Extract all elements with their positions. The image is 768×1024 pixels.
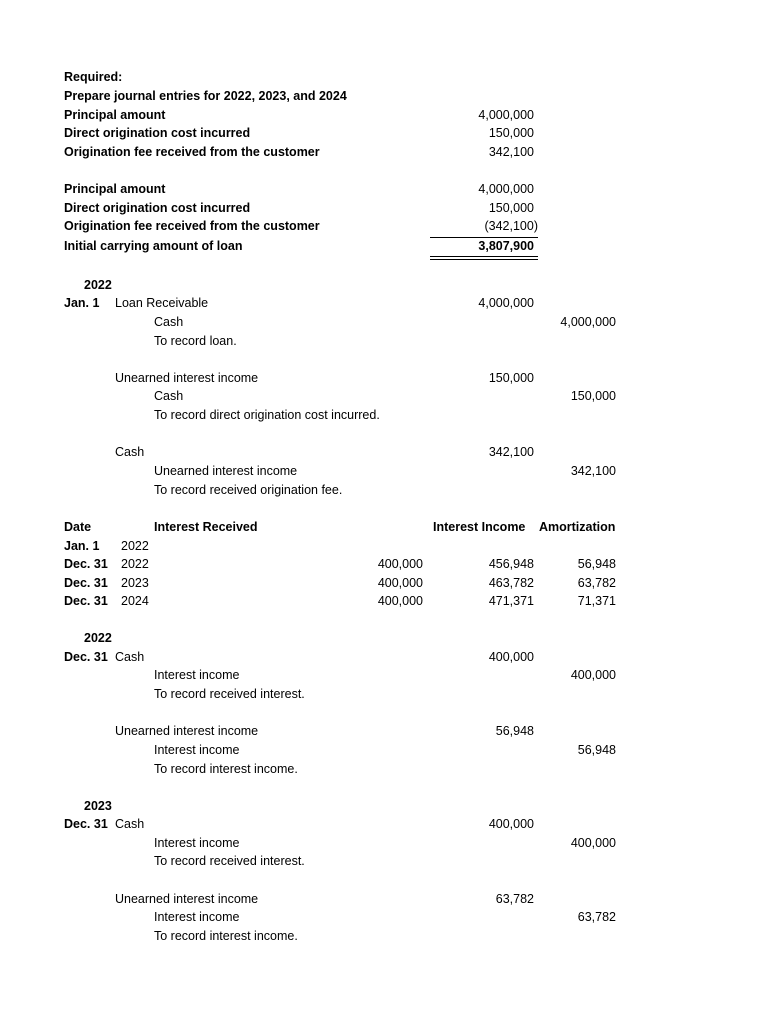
computation-label: Direct origination cost incurred: [64, 201, 251, 215]
credit-account: Interest income: [154, 743, 240, 757]
subtotal-rule: [430, 237, 538, 238]
entry-explanation: To record received interest.: [154, 854, 305, 868]
debit-account: Unearned interest income: [115, 892, 259, 906]
schedule-year: 2022: [121, 539, 149, 553]
schedule-date: Jan. 1: [64, 539, 100, 553]
credit-amount: 150,000: [570, 389, 616, 403]
debit-account: Cash: [115, 650, 145, 664]
required-value: 342,100: [488, 145, 534, 159]
schedule-received: 400,000: [377, 557, 423, 571]
debit-account: Cash: [115, 445, 145, 459]
schedule-date: Dec. 31: [64, 594, 108, 608]
schedule-year: 2024: [121, 594, 149, 608]
schedule-amortization: 63,782: [577, 576, 616, 590]
schedule-income: 471,371: [488, 594, 534, 608]
schedule-year: 2022: [121, 557, 149, 571]
instruction-text: Prepare journal entries for 2022, 2023, and 2024: [64, 89, 347, 103]
schedule-amortization: 56,948: [577, 557, 616, 571]
credit-amount: 342,100: [570, 464, 616, 478]
year-heading: 2022: [84, 278, 112, 292]
credit-amount: 56,948: [577, 743, 616, 757]
required-label: Principal amount: [64, 108, 166, 122]
credit-account: Interest income: [154, 910, 240, 924]
double-rule-top: [430, 256, 538, 257]
debit-amount: 63,782: [495, 892, 534, 906]
entry-date: Jan. 1: [64, 296, 100, 310]
debit-account: Unearned interest income: [115, 724, 259, 738]
schedule-header-date: Date: [64, 520, 92, 534]
total-label: Initial carrying amount of loan: [64, 239, 243, 253]
debit-amount: 4,000,000: [478, 296, 534, 310]
required-heading: Required:: [64, 70, 123, 84]
required-label: Direct origination cost incurred: [64, 126, 251, 140]
double-rule-bottom: [430, 259, 538, 260]
entry-explanation: To record received origination fee.: [154, 483, 343, 497]
entry-explanation: To record loan.: [154, 334, 237, 348]
credit-account: Interest income: [154, 668, 240, 682]
schedule-received: 400,000: [377, 576, 423, 590]
entry-date: Dec. 31: [64, 650, 108, 664]
schedule-date: Dec. 31: [64, 557, 108, 571]
computation-value: (342,100): [484, 219, 538, 233]
debit-amount: 342,100: [488, 445, 534, 459]
entry-explanation: To record interest income.: [154, 762, 298, 776]
entry-explanation: To record received interest.: [154, 687, 305, 701]
credit-amount: 400,000: [570, 668, 616, 682]
entry-explanation: To record interest income.: [154, 929, 298, 943]
required-label: Origination fee received from the customer: [64, 145, 320, 159]
debit-amount: 56,948: [495, 724, 534, 738]
debit-account: Loan Receivable: [115, 296, 209, 310]
debit-account: Cash: [115, 817, 145, 831]
computation-value: 4,000,000: [478, 182, 534, 196]
schedule-header-received: Interest Received: [154, 520, 258, 534]
entry-date: Dec. 31: [64, 817, 108, 831]
credit-account: Interest income: [154, 836, 240, 850]
schedule-income: 456,948: [488, 557, 534, 571]
schedule-amortization: 71,371: [577, 594, 616, 608]
credit-account: Unearned interest income: [154, 464, 298, 478]
required-value: 4,000,000: [478, 108, 534, 122]
schedule-received: 400,000: [377, 594, 423, 608]
debit-amount: 400,000: [488, 650, 534, 664]
entry-explanation: To record direct origination cost incurred.: [154, 408, 380, 422]
schedule-header-amortization: Amortization: [539, 520, 616, 534]
computation-label: Principal amount: [64, 182, 166, 196]
debit-amount: 150,000: [488, 371, 534, 385]
schedule-income: 463,782: [488, 576, 534, 590]
credit-account: Cash: [154, 315, 184, 329]
schedule-header-income: Interest Income: [433, 520, 526, 534]
credit-amount: 63,782: [577, 910, 616, 924]
debit-amount: 400,000: [488, 817, 534, 831]
schedule-date: Dec. 31: [64, 576, 108, 590]
computation-label: Origination fee received from the customer: [64, 219, 320, 233]
required-value: 150,000: [488, 126, 534, 140]
year-heading: 2022: [84, 631, 112, 645]
credit-account: Cash: [154, 389, 184, 403]
computation-value: 150,000: [488, 201, 534, 215]
credit-amount: 4,000,000: [560, 315, 616, 329]
debit-account: Unearned interest income: [115, 371, 259, 385]
year-heading: 2023: [84, 799, 112, 813]
credit-amount: 400,000: [570, 836, 616, 850]
schedule-year: 2023: [121, 576, 149, 590]
total-value: 3,807,900: [478, 239, 534, 253]
